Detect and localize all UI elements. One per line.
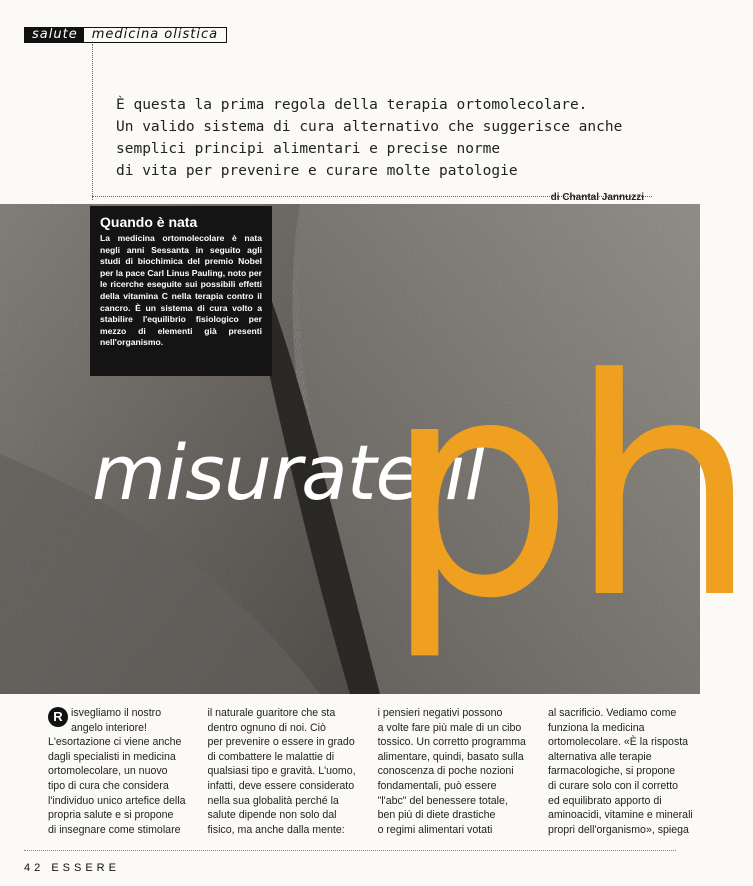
- page-number: 42: [24, 862, 45, 874]
- body-line: aminoacidi, vitamine e minerali: [547, 809, 693, 822]
- byline: di Chantal Jannuzzi: [550, 192, 644, 203]
- body-line: i pensieri negativi possono: [377, 707, 503, 719]
- body-column-2: [207, 706, 355, 837]
- body-line: alternativa alle terapie: [547, 750, 652, 763]
- body-line: propri dell'organismo», spiega: [547, 823, 689, 836]
- body-line: ortomolecolare. «È la risposta: [547, 736, 689, 749]
- body-line: funziona la medicina: [547, 721, 645, 734]
- section-label: salute: [24, 27, 84, 43]
- subsection-label: medicina olistica: [84, 27, 227, 43]
- body-line: nella sua globalità perché la: [207, 794, 339, 807]
- dotted-divider-vertical: [92, 44, 93, 200]
- body-line: propria salute e si propone: [48, 809, 174, 822]
- body-line: o regimi alimentari votati: [377, 823, 493, 836]
- body-line: tossico. Un corretto programma: [377, 736, 526, 749]
- sidebar-box: [90, 206, 272, 376]
- body-line: a volte fare più male di un cibo: [377, 721, 522, 734]
- body-line: ben più di diete drastiche: [377, 809, 496, 822]
- intro-line: È questa la prima regola della terapia ortomolecolare.: [116, 97, 588, 113]
- body-line: di curare solo con il corretto: [547, 779, 679, 792]
- magazine-name: ESSERE: [51, 862, 120, 874]
- body-line: di combattere le malattie di: [207, 750, 335, 763]
- sidebar-text: La medicina ortomolecolare è nata negli anni Sessanta in seguito agli studi di biochimica del premio Nobel per la pace Carl Linus Pauling, noto per le ricerche eseguite sui possibili effetti della vitamina C nella terapia contro il cancro. È un sistema di cura volto a stabilire l'equilibrio fisiologico per mezzo di elementi già presenti nell'organismo.: [100, 233, 262, 348]
- dropcap: R: [48, 707, 68, 727]
- body-line: al sacrificio. Vediamo come: [547, 707, 677, 719]
- body-line: L'esortazione ci viene anche: [48, 736, 182, 749]
- body-line: fisico, ma anche dalla mente:: [207, 823, 345, 836]
- body-column-3: [378, 706, 526, 837]
- footer-rule: [24, 850, 676, 851]
- section-tag: [24, 27, 227, 43]
- folio: [24, 862, 120, 874]
- headline-misurate: misurate il: [92, 428, 485, 517]
- body-column-4: [548, 706, 693, 837]
- body-line: conoscenza di poche nozioni: [377, 765, 514, 778]
- article-body: [48, 706, 693, 837]
- body-line: alimentare, quindi, basato sulla: [377, 750, 524, 763]
- intro-line: Un valido sistema di cura alternativo che suggerisce anche: [116, 119, 623, 135]
- body-line: qualsiasi tipo e gravità. L'uomo,: [207, 765, 356, 778]
- body-line: salute dipende non solo dal: [207, 809, 337, 822]
- body-line: dagli specialisti in medicina: [48, 750, 176, 763]
- body-line: angelo interiore!: [71, 721, 147, 734]
- body-line: per prevenire o essere in grado: [207, 736, 355, 749]
- intro-line: di vita per prevenire e curare molte patologie: [116, 163, 518, 179]
- sidebar-title: Quando è nata: [100, 214, 198, 230]
- body-line: ed equilibrato apporto di: [547, 794, 662, 807]
- body-line: fondamentali, può essere: [377, 779, 497, 792]
- intro-standfirst: [116, 94, 676, 182]
- headline-ph: ph: [384, 315, 753, 664]
- body-line: isvegliamo il nostro: [71, 707, 162, 719]
- body-line: dentro ognuno di noi. Ciò: [207, 721, 326, 734]
- body-line: di insegnare come stimolare: [48, 823, 181, 836]
- body-line: tipo di cura che considera: [48, 779, 169, 792]
- intro-line: semplici principi alimentari e precise norme: [116, 141, 501, 157]
- body-line: "l'abc" del benessere totale,: [377, 794, 508, 807]
- body-line: il naturale guaritore che sta: [207, 707, 336, 719]
- body-line: l'individuo unico artefice della: [48, 794, 186, 807]
- body-line: ortomolecolare, un nuovo: [48, 765, 168, 778]
- body-line: farmacologiche, si propone: [547, 765, 676, 778]
- body-column-1: [48, 706, 185, 837]
- body-line: infatti, deve essere considerato: [207, 779, 355, 792]
